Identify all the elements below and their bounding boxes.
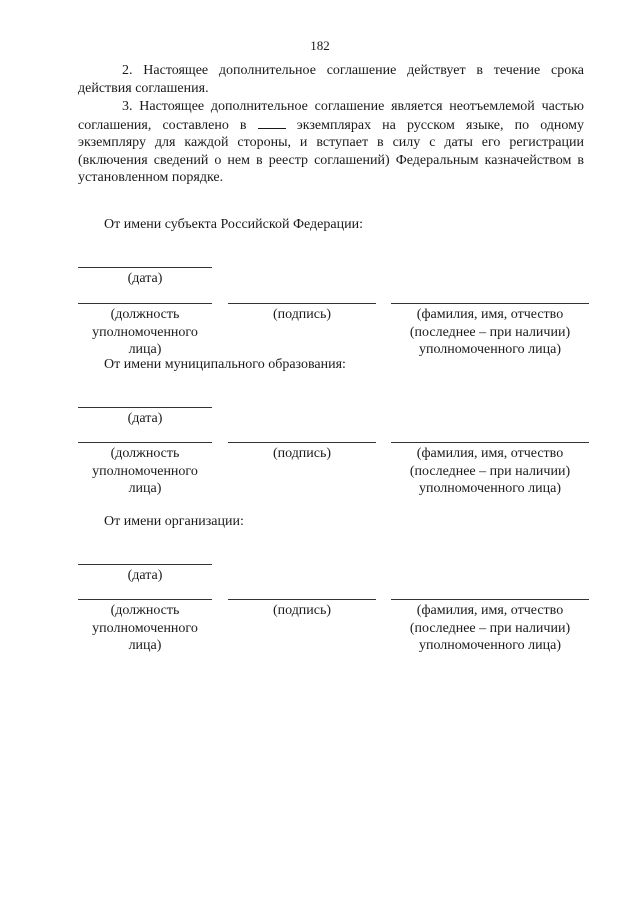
position-line (78, 599, 212, 600)
position-line (78, 303, 212, 304)
name-caption: (фамилия, имя, отчество (последнее – при наличии) уполномоченного лица) (409, 446, 571, 496)
page-number: 182 (310, 38, 330, 53)
signature-caption: (подпись) (272, 603, 332, 618)
position-caption: (должность уполномоченного лица) (92, 446, 198, 496)
name-line (391, 599, 589, 600)
date-line (78, 267, 212, 268)
signature-block-heading: От имени муниципального образования: (104, 357, 346, 372)
name-line (391, 442, 589, 443)
copies-count-blank (258, 116, 286, 129)
paragraph-2: 2. Настоящее дополнительное соглашение действует в течение срока действия соглашения. (78, 63, 584, 96)
paragraph-3-start: 3. Настоящее дополнительное соглашение является неотъемлемой частью соглашения, составлено в (78, 99, 584, 133)
name-caption: (фамилия, имя, отчество (последнее – при наличии) уполномоченного лица) (409, 603, 571, 653)
signature-block-heading: От имени организации: (104, 514, 244, 529)
date-caption: (дата) (127, 411, 163, 426)
position-caption: (должность уполномоченного лица) (92, 603, 198, 653)
signature-caption: (подпись) (272, 446, 332, 461)
position-line (78, 442, 212, 443)
name-caption: (фамилия, имя, отчество (последнее – при наличии) уполномоченного лица) (409, 307, 571, 357)
position-caption: (должность уполномоченного лица) (92, 307, 198, 357)
paragraph-3 (78, 98, 584, 187)
signature-line (228, 442, 376, 443)
date-caption: (дата) (127, 568, 163, 583)
signature-line (228, 303, 376, 304)
signature-block-heading: От имени субъекта Российской Федерации: (104, 217, 363, 232)
signature-caption: (подпись) (272, 307, 332, 322)
date-line (78, 564, 212, 565)
paragraph-3-end: экземплярах на русском языке, по одному экземпляру для каждой стороны, и вступает в силу с даты его регистрации (включения сведений о нем в реестр соглашений) Федеральным казначейством в установленном порядке. (78, 117, 584, 185)
date-line (78, 407, 212, 408)
name-line (391, 303, 589, 304)
signature-line (228, 599, 376, 600)
date-caption: (дата) (127, 271, 163, 286)
